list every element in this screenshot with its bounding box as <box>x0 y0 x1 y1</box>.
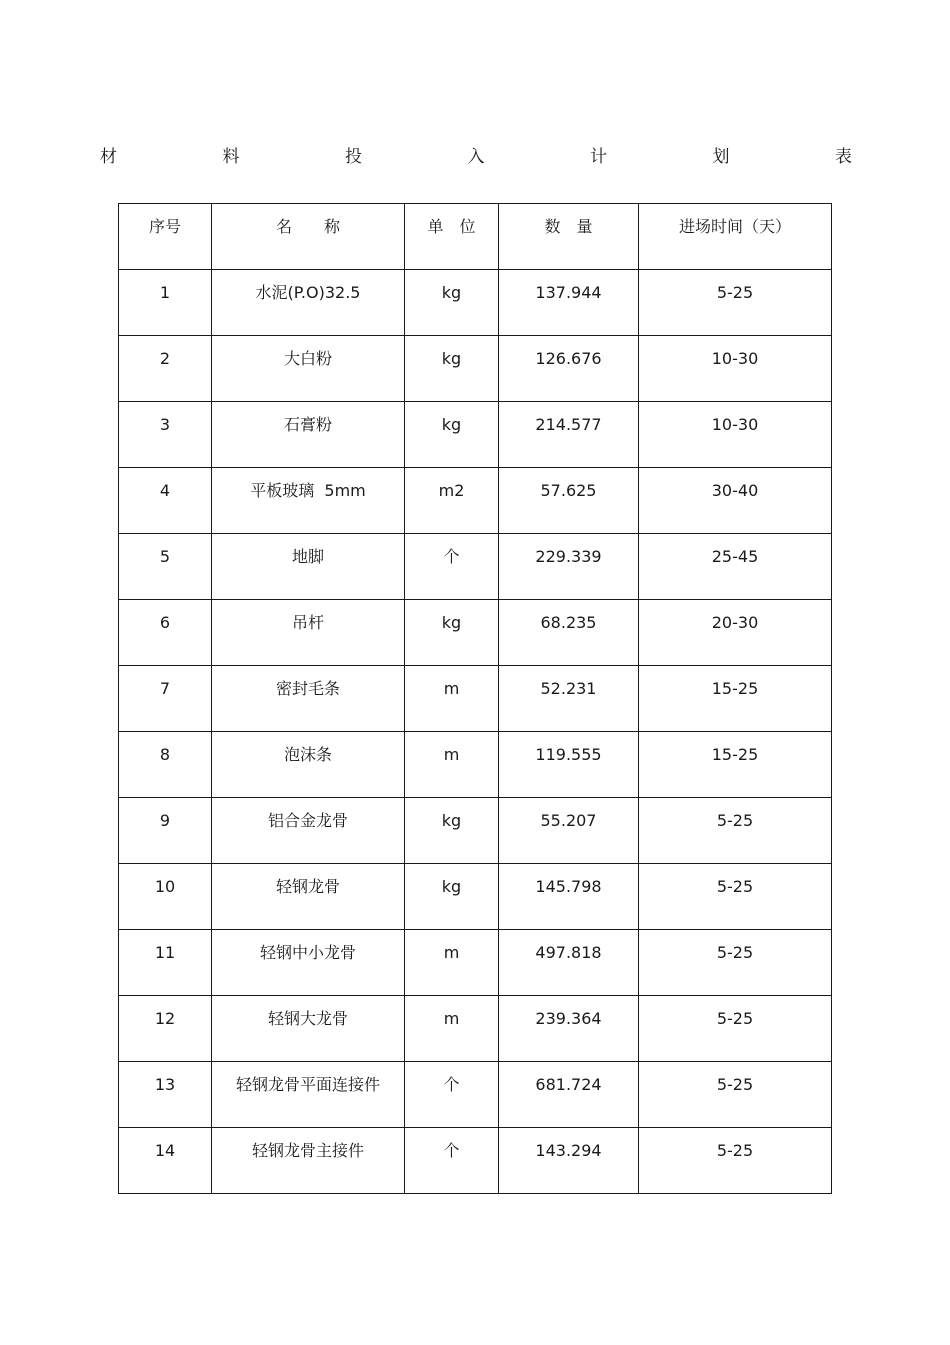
cell-unit <box>405 1062 499 1128</box>
cell-name-text: 轻钢大龙骨 <box>267 1009 348 1028</box>
cell-no-text: 6 <box>159 613 171 632</box>
cell-qty <box>499 534 639 600</box>
cell-no <box>119 930 212 996</box>
cell-no-text: 7 <box>159 679 171 698</box>
header-cell-unit <box>405 204 499 270</box>
cell-qty-text: 229.339 <box>535 547 602 566</box>
cell-qty <box>499 270 639 336</box>
cell-time <box>639 798 832 864</box>
cell-time-text: 25-45 <box>711 547 759 566</box>
cell-qty <box>499 1062 639 1128</box>
cell-qty <box>499 930 639 996</box>
cell-qty-text: 681.724 <box>535 1075 602 1094</box>
page-title <box>100 142 852 166</box>
cell-no <box>119 336 212 402</box>
cell-no-text: 4 <box>159 481 171 500</box>
cell-time <box>639 1128 832 1194</box>
cell-unit <box>405 402 499 468</box>
cell-unit <box>405 732 499 798</box>
cell-name-text: 石膏粉 <box>283 415 332 434</box>
cell-name-text: 地脚 <box>291 547 324 566</box>
cell-name-text: 轻钢龙骨主接件 <box>251 1141 364 1160</box>
table-body <box>119 270 832 1194</box>
cell-unit-text: m <box>443 679 460 698</box>
cell-qty-text: 119.555 <box>535 745 602 764</box>
cell-time-text: 5-25 <box>716 1075 754 1094</box>
cell-qty-text: 137.944 <box>535 283 602 302</box>
cell-time <box>639 864 832 930</box>
cell-time-text: 10-30 <box>711 349 759 368</box>
cell-time-text: 5-25 <box>716 877 754 896</box>
cell-time-text: 10-30 <box>711 415 759 434</box>
header-label: 序号 <box>148 217 181 236</box>
header-label: 单 位 <box>427 217 476 236</box>
cell-name-text: 泡沫条 <box>283 745 332 764</box>
title-char: 投 <box>345 146 362 167</box>
materials-table <box>118 203 832 1194</box>
table-header-row <box>119 204 832 270</box>
cell-time-text: 5-25 <box>716 1141 754 1160</box>
cell-unit <box>405 336 499 402</box>
cell-time-text: 5-25 <box>716 811 754 830</box>
cell-time-text: 20-30 <box>711 613 759 632</box>
header-cell-time <box>639 204 832 270</box>
cell-unit-text: m <box>443 943 460 962</box>
cell-unit-text: kg <box>441 415 462 434</box>
cell-no <box>119 534 212 600</box>
cell-qty-text: 239.364 <box>535 1009 602 1028</box>
cell-no <box>119 996 212 1062</box>
cell-name <box>212 336 405 402</box>
cell-unit <box>405 534 499 600</box>
cell-unit <box>405 666 499 732</box>
cell-time-text: 15-25 <box>711 745 759 764</box>
title-char: 划 <box>712 146 730 167</box>
table-row <box>119 666 832 732</box>
cell-qty <box>499 666 639 732</box>
cell-name <box>212 402 405 468</box>
header-cell-qty <box>499 204 639 270</box>
cell-qty-text: 126.676 <box>535 349 602 368</box>
cell-time-text: 15-25 <box>711 679 759 698</box>
cell-qty <box>499 468 639 534</box>
cell-name-text: 大白粉 <box>283 349 332 368</box>
title-char: 入 <box>467 146 485 167</box>
table-row <box>119 600 832 666</box>
cell-name-text: 轻钢龙骨平面连接件 <box>235 1075 380 1094</box>
cell-time <box>639 534 832 600</box>
table-row <box>119 336 832 402</box>
cell-name <box>212 534 405 600</box>
table-row <box>119 864 832 930</box>
table-row <box>119 798 832 864</box>
cell-unit <box>405 996 499 1062</box>
header-cell-no <box>119 204 212 270</box>
cell-unit <box>405 468 499 534</box>
cell-time <box>639 930 832 996</box>
cell-no <box>119 600 212 666</box>
cell-no-text: 5 <box>159 547 171 566</box>
cell-name <box>212 996 405 1062</box>
header-cell-name <box>212 204 405 270</box>
cell-unit-text: m <box>443 745 460 764</box>
cell-qty <box>499 798 639 864</box>
title-char: 计 <box>590 146 607 167</box>
cell-unit <box>405 600 499 666</box>
cell-no <box>119 1062 212 1128</box>
cell-time <box>639 336 832 402</box>
cell-no-text: 10 <box>154 877 176 896</box>
cell-time-text: 30-40 <box>711 481 759 500</box>
cell-time-text: 5-25 <box>716 283 754 302</box>
table-row <box>119 468 832 534</box>
cell-name-text: 轻钢龙骨 <box>275 877 340 896</box>
cell-unit-text: 个 <box>443 1141 460 1160</box>
cell-name-text: 吊杆 <box>291 613 324 632</box>
table-row <box>119 534 832 600</box>
cell-time-text: 5-25 <box>716 1009 754 1028</box>
table-row <box>119 996 832 1062</box>
cell-qty-text: 57.625 <box>540 481 597 500</box>
cell-qty <box>499 996 639 1062</box>
title-char: 料 <box>222 146 240 167</box>
cell-no <box>119 798 212 864</box>
cell-unit <box>405 930 499 996</box>
cell-name-text: 轻钢中小龙骨 <box>259 943 356 962</box>
cell-qty <box>499 402 639 468</box>
cell-time <box>639 732 832 798</box>
cell-time <box>639 468 832 534</box>
cell-qty-text: 145.798 <box>535 877 602 896</box>
cell-unit-text: m2 <box>438 481 465 500</box>
cell-no-text: 14 <box>154 1141 176 1160</box>
cell-no-text: 13 <box>154 1075 176 1094</box>
cell-name <box>212 864 405 930</box>
cell-no <box>119 270 212 336</box>
cell-name <box>212 1062 405 1128</box>
cell-no-text: 8 <box>159 745 171 764</box>
cell-no-text: 3 <box>159 415 171 434</box>
cell-name-text: 铝合金龙骨 <box>267 811 348 830</box>
cell-time <box>639 402 832 468</box>
cell-name <box>212 270 405 336</box>
cell-qty <box>499 864 639 930</box>
title-char: 表 <box>835 146 852 167</box>
title-char: 材 <box>100 146 117 167</box>
cell-no-text: 11 <box>154 943 176 962</box>
cell-unit <box>405 798 499 864</box>
cell-qty-text: 143.294 <box>535 1141 602 1160</box>
cell-no <box>119 1128 212 1194</box>
cell-qty <box>499 732 639 798</box>
cell-name <box>212 732 405 798</box>
cell-name-text: 水泥(P.O)32.5 <box>255 283 361 302</box>
cell-qty <box>499 1128 639 1194</box>
cell-unit <box>405 1128 499 1194</box>
cell-name <box>212 468 405 534</box>
cell-unit <box>405 270 499 336</box>
table-row <box>119 930 832 996</box>
cell-time <box>639 270 832 336</box>
cell-qty-text: 52.231 <box>540 679 597 698</box>
cell-unit-text: kg <box>441 349 462 368</box>
cell-qty-text: 214.577 <box>535 415 602 434</box>
cell-name <box>212 600 405 666</box>
cell-qty <box>499 600 639 666</box>
cell-name-text: 密封毛条 <box>275 679 340 698</box>
cell-time <box>639 666 832 732</box>
table-row <box>119 1128 832 1194</box>
cell-no <box>119 402 212 468</box>
cell-no-text: 12 <box>154 1009 176 1028</box>
cell-name <box>212 930 405 996</box>
cell-unit-text: 个 <box>443 1075 460 1094</box>
cell-no <box>119 864 212 930</box>
cell-no-text: 9 <box>159 811 171 830</box>
cell-unit-text: kg <box>441 613 462 632</box>
cell-name <box>212 798 405 864</box>
header-label: 名 称 <box>275 217 340 236</box>
cell-no <box>119 468 212 534</box>
cell-qty-text: 68.235 <box>540 613 597 632</box>
cell-qty-text: 55.207 <box>540 811 597 830</box>
header-label: 进场时间（天） <box>678 217 791 236</box>
cell-name-text: 平板玻璃 5mm <box>250 481 366 500</box>
cell-unit-text: kg <box>441 811 462 830</box>
cell-qty <box>499 336 639 402</box>
table-row <box>119 732 832 798</box>
cell-unit <box>405 864 499 930</box>
cell-name <box>212 1128 405 1194</box>
cell-unit-text: kg <box>441 877 462 896</box>
table-row <box>119 1062 832 1128</box>
cell-time <box>639 996 832 1062</box>
cell-time <box>639 1062 832 1128</box>
cell-time-text: 5-25 <box>716 943 754 962</box>
cell-unit-text: 个 <box>443 547 460 566</box>
cell-no-text: 2 <box>159 349 171 368</box>
cell-qty-text: 497.818 <box>535 943 602 962</box>
cell-unit-text: m <box>443 1009 460 1028</box>
cell-no <box>119 732 212 798</box>
table-row <box>119 402 832 468</box>
cell-name <box>212 666 405 732</box>
table-row <box>119 270 832 336</box>
cell-no-text: 1 <box>159 283 171 302</box>
header-label: 数 量 <box>544 217 593 236</box>
cell-unit-text: kg <box>441 283 462 302</box>
cell-time <box>639 600 832 666</box>
cell-no <box>119 666 212 732</box>
